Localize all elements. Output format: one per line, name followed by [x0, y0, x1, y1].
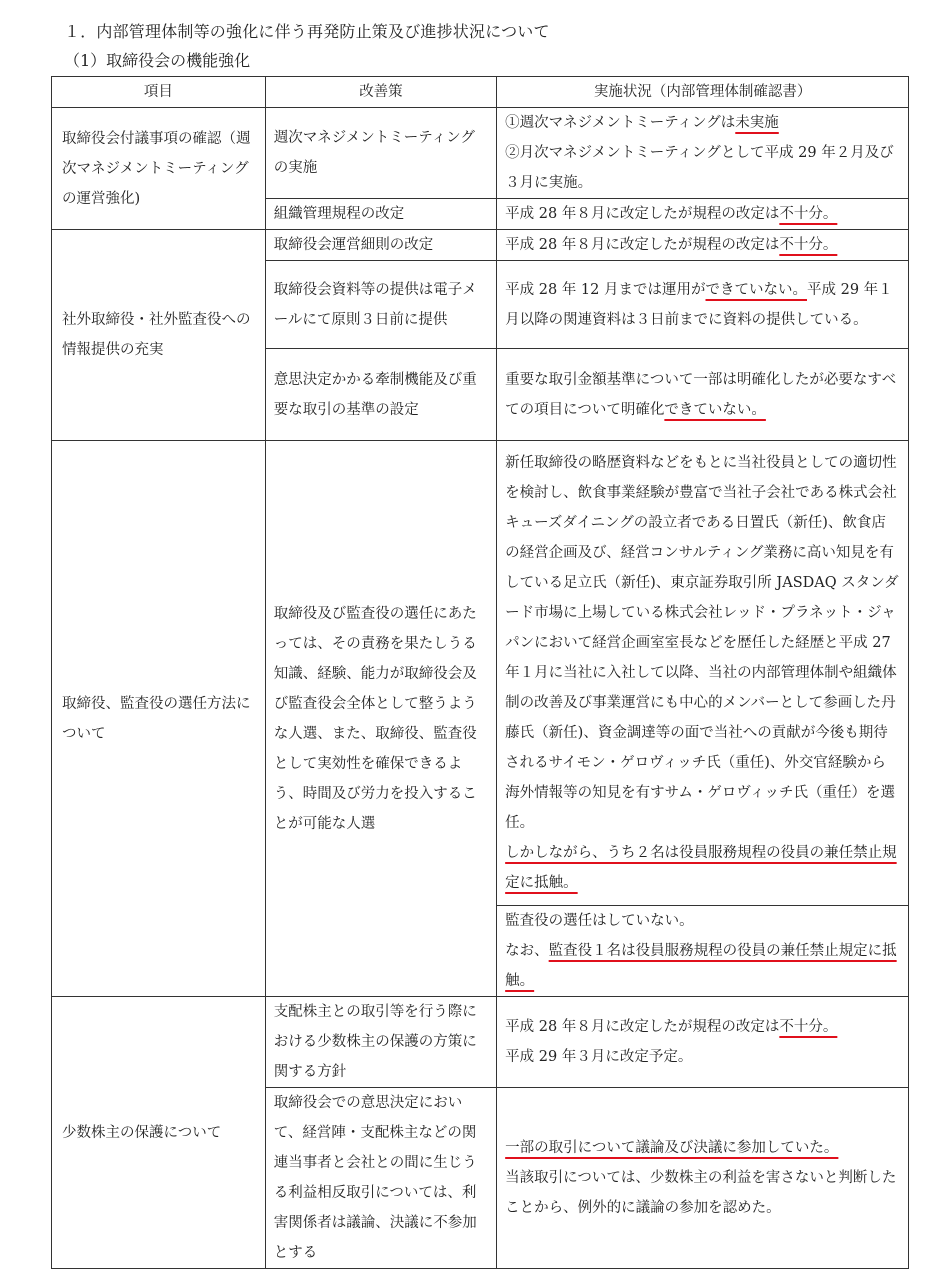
header-status: 実施状況（内部管理体制確認書）	[497, 77, 909, 108]
measure-cell: 取締役会での意思決定において、経営陣・支配株主などの関連当事者と会社との間に生じうる利益相反取引については、利害関係者は議論、決議に不参加とする	[265, 1088, 496, 1269]
flagged-text: 未実施	[735, 115, 779, 131]
status-cell	[497, 261, 909, 349]
flagged-text: しかしながら、うち２名は役員服務規程の役員の兼任禁止規定に抵触。	[505, 845, 897, 891]
flagged-text: できていない。	[664, 401, 766, 418]
status-cell	[497, 997, 909, 1088]
measure-cell: 取締役会資料等の提供は電子メールにて原則３日前に提供	[265, 261, 496, 349]
status-cell	[497, 230, 909, 261]
status-text: 当該取引については、少数株主の利益を害さないと判断したことから、例外的に議論の参加を認めた。	[505, 1170, 897, 1216]
status-cell	[497, 906, 909, 997]
status-text: 平成 28 年８月に改定したが規程の改定は	[505, 1019, 780, 1035]
subsection-heading: （1）取締役会の機能強化	[64, 51, 251, 70]
item-cell: 取締役、監査役の選任方法について	[52, 441, 266, 997]
flagged-text: できていない。	[705, 281, 807, 298]
item-cell: 取締役会付議事項の確認（週次マネジメントミーティングの運営強化)	[52, 108, 266, 230]
measure-cell: 支配株主との取引等を行う際における少数株主の保護の方策に関する方針	[265, 997, 496, 1088]
status-text: 平成 28 年８月に改定したが規程の改定は	[505, 206, 780, 222]
flagged-text: 不十分。	[779, 237, 838, 253]
status-text: 平成 28 年 12 月までは運用が	[505, 281, 706, 298]
section-heading: １．内部管理体制等の強化に伴う再発防止策及び進捗状況について	[64, 22, 550, 41]
table-row	[52, 997, 909, 1088]
item-cell: 社外取締役・社外監査役への情報提供の充実	[52, 230, 266, 441]
item-cell: 少数株主の保護について	[52, 997, 266, 1269]
status-cell	[497, 108, 909, 199]
flagged-text: 一部の取引について議論及び決議に参加していた。	[505, 1140, 839, 1156]
flagged-text: 不十分。	[779, 206, 838, 222]
status-cell	[497, 441, 909, 906]
flagged-text: 不十分。	[779, 1019, 838, 1035]
header-item: 項目	[52, 77, 266, 108]
header-measure: 改善策	[265, 77, 496, 108]
status-text: 重要な取引金額基準について一部は明確化したが必要なすべての項目について明確化	[505, 371, 897, 418]
status-text: 監査役の選任はしていない。	[505, 913, 694, 929]
measure-cell: 週次マネジメントミーティングの実施	[265, 108, 496, 199]
status-text: 平成 29 年１月以降の関連資料は３日前までに資料の提供している。	[505, 281, 893, 328]
status-text: ①週次マネジメントミーティングは	[505, 115, 736, 131]
status-text: 新任取締役の略歴資料などをもとに当社役員としての適切性を検討し、飲食事業経験が豊富で当社子会社である株式会社キューズダイニングの設立者である日置氏（新任)、飲食店の経営企画及び、経営コンサルティング業務に高い知見を有している足立氏（新任)、東京証券取引所 JASDAQ スタンダード市場に上場している株式会社レッド・プラネット・ジャパンにおいて経営企画室室長などを歴任した経歴と平成 27 年１月に当社に入社して以降、当社の内部管理体制や組織体制の改善及び事業運営にも中心的メンバーとして参画した丹藤氏（新任)、資金調達等の面で当社への貢献が今後も期待されるサイモン・ゲロヴィッチ氏（重任)、外交官経験から海外情報等の知見を有すサム・ゲロヴィッチ氏（重任）を選任。	[505, 455, 899, 831]
measures-table	[51, 76, 909, 1269]
status-text: 平成 28 年８月に改定したが規程の改定は	[505, 237, 780, 253]
measure-cell: 取締役会運営細則の改定	[265, 230, 496, 261]
status-cell	[497, 349, 909, 441]
measure-cell: 取締役及び監査役の選任にあたっては、その責務を果たしうる知識、経験、能力が取締役会及び監査役会全体として整うような人選、また、取締役、監査役として実効性を確保できるよう、時間及び労力を投入することが可能な人選	[265, 441, 496, 997]
table-row	[52, 108, 909, 199]
flagged-text: 監査役１名は役員服務規程の役員の兼任禁止規定に抵触。	[505, 943, 897, 989]
table-row	[52, 230, 909, 261]
table-row	[52, 441, 909, 906]
table-header-row	[52, 77, 909, 108]
status-cell	[497, 1088, 909, 1269]
measure-cell: 組織管理規程の改定	[265, 199, 496, 230]
status-text: ②月次マネジメントミーティングとして平成 29 年２月及び３月に実施。	[505, 145, 894, 191]
measure-cell: 意思決定かかる牽制機能及び重要な取引の基準の設定	[265, 349, 496, 441]
status-cell	[497, 199, 909, 230]
status-text: なお、	[505, 943, 549, 959]
status-text: 平成 29 年３月に改定予定。	[505, 1049, 693, 1065]
